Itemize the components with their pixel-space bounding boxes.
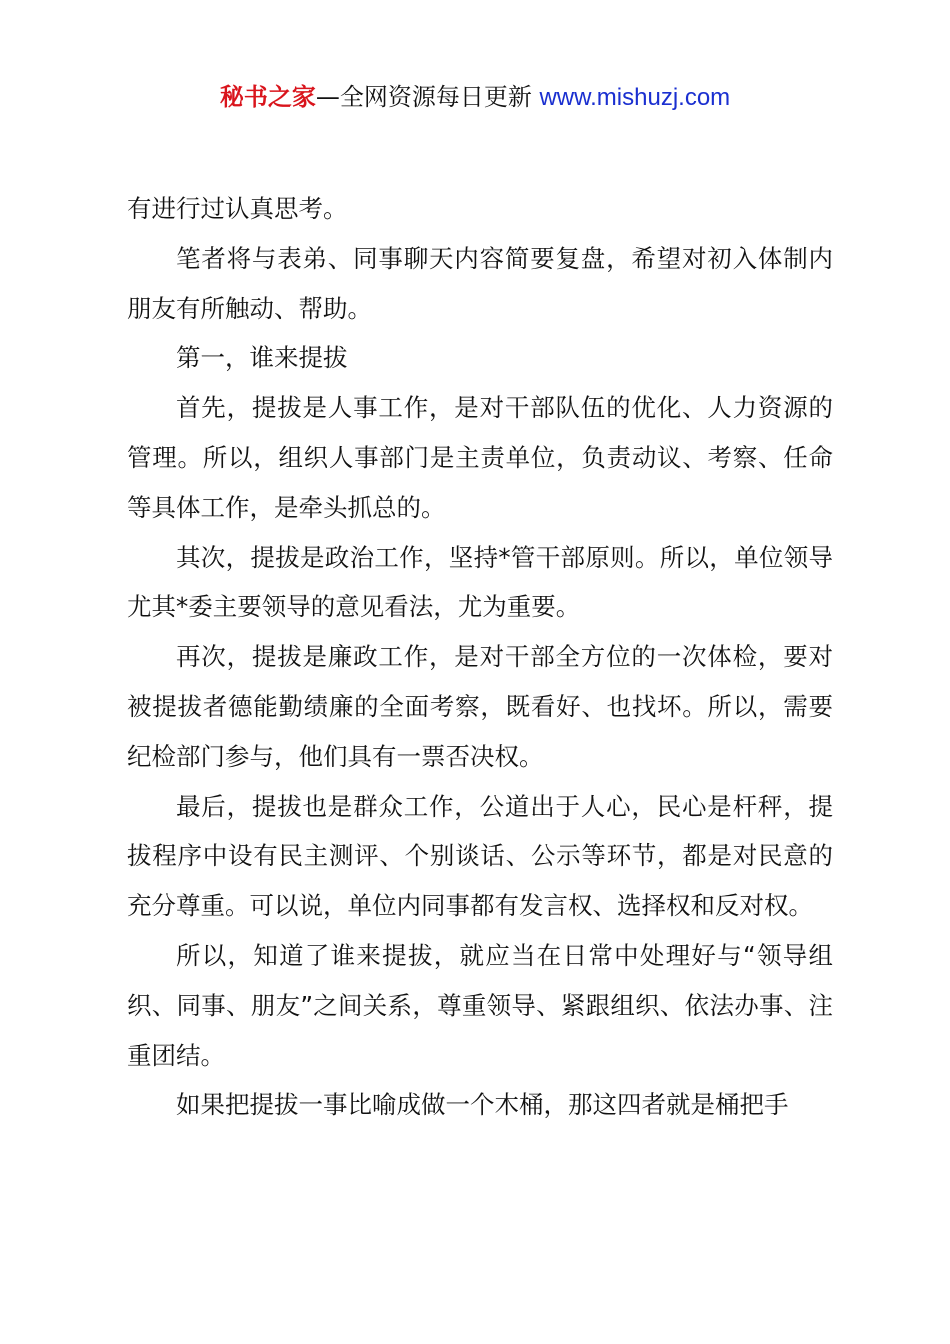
paragraph-summary: 所以，知道了谁来提拔，就应当在日常中处理好与“领导组织、同事、朋友”之间关系，尊重领导、紧跟组织、依法办事、注重团结。 (127, 940, 833, 1070)
header-tagline: —全网资源每日更新 (315, 83, 540, 111)
paragraph-third-point: 再次，提拔是廉政工作，是对干部全方位的一次体检，要对被提拔者德能勤绩廉的全面考察，既看好、也找坏。所以，需要纪检部门参与，他们具有一票否决权。 (127, 642, 833, 771)
paragraph-first-point: 首先，提拔是人事工作，是对干部队伍的优化、人力资源的管理。所以，组织人事部门是主责单位，负责动议、考察、任命等具体工作，是牵头抓总的。 (127, 393, 833, 522)
section-heading-who-promotes: 第一，谁来提拔 (176, 343, 348, 373)
paragraph-fourth-point: 最后，提拔也是群众工作，公道出于人心，民心是杆秤，提拔程序中设有民主测评、个别谈话、公示等环节，都是对民意的充分尊重。可以说，单位内同事都有发言权、选择权和反对权。 (127, 791, 833, 921)
paragraph-intro: 笔者将与表弟、同事聊天内容简要复盘，希望对初入体制内朋友有所触动、帮助。 (127, 243, 833, 323)
site-url-link[interactable]: www.mishuzj.com (539, 84, 731, 111)
paragraph-second-point: 其次，提拔是政治工作，坚持*管干部原则。所以，单位领导尤其*委主要领导的意见看法，尤为重要。 (127, 542, 833, 622)
document-body (127, 184, 833, 1130)
paragraph-continuation: 有进行过认真思考。 (127, 194, 348, 223)
page-header (0, 80, 950, 115)
brand-name: 秘书之家 (219, 83, 316, 111)
paragraph-metaphor: 如果把提拔一事比喻成做一个木桶，那这四者就是桶把手 (176, 1090, 789, 1120)
